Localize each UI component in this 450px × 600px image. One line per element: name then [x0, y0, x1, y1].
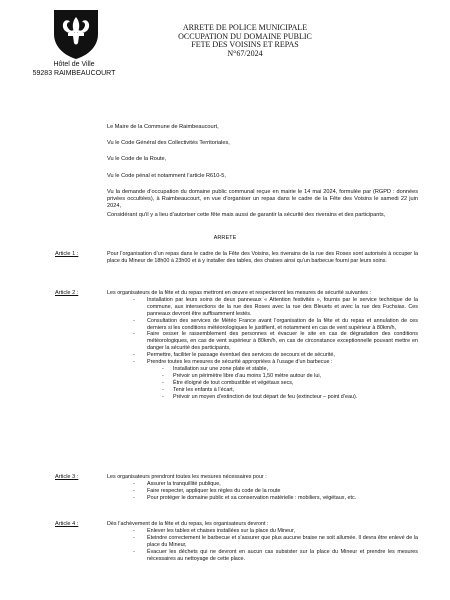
list-item: - Prévoir un périmètre libre d’au moins 1,50 mètre autour de lui,: [107, 373, 418, 380]
article-3-block: [107, 474, 418, 502]
list-item: - Faire respecter, appliquer les règles du code de la route: [107, 488, 418, 495]
intro-code-route: Vu le Code de la Route,: [107, 156, 167, 162]
article-4-label-wrap: [55, 521, 78, 528]
intro-considering: Considérant qu’il y a lieu d’autoriser cette fête mais aussi de garantir la sécurité des riverains et des participants,: [107, 212, 386, 218]
article-4-label: Article 4 :: [55, 521, 79, 527]
list-item: - Tenir les enfants à l’écart,: [107, 387, 418, 394]
list-item: - Installation sur une zone plate et stable,: [107, 366, 418, 373]
title-line-3: FETE DES VOISINS ET REPAS: [191, 40, 299, 50]
article-3-list: [107, 481, 418, 502]
list-item: - Prendre toutes les mesures de sécurité appropriées à l’usage d’un barbecue :: [107, 359, 418, 366]
article-4-block: [107, 521, 418, 562]
town-hall-label: Hôtel de Ville: [53, 61, 95, 68]
title-line-1: ARRETE DE POLICE MUNICIPALE: [182, 23, 308, 32]
article-3-text: Les organisateurs prendront toutes les mesures nécessaires pour :: [107, 474, 267, 480]
intro-code-penal: Vu le Code pénal et notamment l’article R610-5,: [107, 173, 226, 179]
title-line-2: OCCUPATION DU DOMAINE PUBLIC: [178, 31, 312, 41]
list-item: - Assurer la tranquillité publique,: [107, 481, 418, 488]
list-item: - Prévoir un moyen d’extinction de tout départ de feu (extincteur – point d’eau).: [107, 394, 418, 401]
article-2-block: [107, 290, 418, 401]
article-2-label: Article 2 :: [55, 290, 79, 296]
decree-number: N°67/2024: [227, 48, 263, 58]
list-item: - Installation par leurs soins de deux panneaux « Attention festivités », fournis par le service technique de la commune, aux intersections de la rue des Roses avec la rue des Bleuets et avec la rue des Fuchsias. Ces panneaux devront être suffisamment lestés.: [107, 297, 418, 318]
intro-request: Vu la demande d’occupation du domaine public communal reçue en mairie le 14 mai 2024, formulée par (RGPD : données privées occultées), à Raimbeaucourt, en vue d’organiser un repas dans le cadre de la Fête des Voisins le samedi 22 juin 2024,: [107, 189, 418, 210]
article-1-label: Article 1 :: [55, 251, 79, 257]
intro-mayor: Le Maire de la Commune de Raimbeaucourt,: [107, 124, 219, 130]
list-item: - Éteindre correctement le barbecue et s’assurer que plus aucune braise ne soit allumée. Il devra être enlevé de la place du Mineur,: [107, 535, 418, 549]
list-item: - Permettre, faciliter le passage éventuel des services de secours et de sécurité,: [107, 352, 418, 359]
list-item: - Enlever les tables et chaises installées sur la place du Mineur,: [107, 528, 418, 535]
list-item: - Faire cesser le rassemblement des personnes et évacuer le site en cas de dégradation des conditions météorologiques, en cas de vent supérieur à 80km/h, en cas de circonstance exceptionnelle pouvant mettre en danger la sécurité des participants,: [107, 331, 418, 352]
town-address: 59283 RAIMBEAUCOURT: [32, 70, 116, 77]
city-crest-logo: [52, 8, 100, 60]
article-4-text: Dès l’achèvement de la fête et du repas, les organisateurs devront :: [107, 521, 269, 527]
article-2-text: Les organisateurs de la fête et du repas mettront en œuvre et respecteront les mesures de sécurité suivantes :: [107, 290, 371, 296]
intro-cgct: Vu le Code Général des Collectivités Territoriales,: [107, 140, 230, 146]
arrete-heading: ARRETE: [213, 235, 237, 241]
article-3-label: Article 3 :: [55, 474, 79, 480]
article-4-list: [107, 528, 418, 563]
barbecue-sublist: [107, 366, 418, 401]
article-2-label-wrap: [55, 290, 78, 297]
list-item: - Évacuer les déchets qui ne devront en aucun cas subsister sur la place du Mineur et prendre les mesures nécessaires au nettoyage de cette place.: [107, 549, 418, 563]
article-1-label-wrap: [55, 251, 78, 258]
list-item: - Consultation des services de Météo France avant l’organisation de la fête et du repas et annulation de ces derniers si les conditions météorologiques le justifient, et notamment en cas de vent supérieur à 80km/h,: [107, 318, 418, 332]
list-item: - Pour protéger le domaine public et sa conservation matérielle : mobiliers, végétaux, etc.: [107, 495, 418, 502]
list-item: - Être éloigné de tout combustible et végétaux secs,: [107, 380, 418, 387]
document-title: [150, 24, 340, 58]
article-2-list: [107, 297, 418, 366]
article-1-text: Pour l’organisation d’un repas dans le cadre de la Fête des Voisins, les riverains de la rue des Roses sont autorisés à occuper la place du Mineur de 18h00 à 23h00 et à y installer des tables, des chaises ainsi qu’un barbecue fourni par leurs soins.: [107, 251, 418, 264]
article-3-label-wrap: [55, 474, 78, 481]
